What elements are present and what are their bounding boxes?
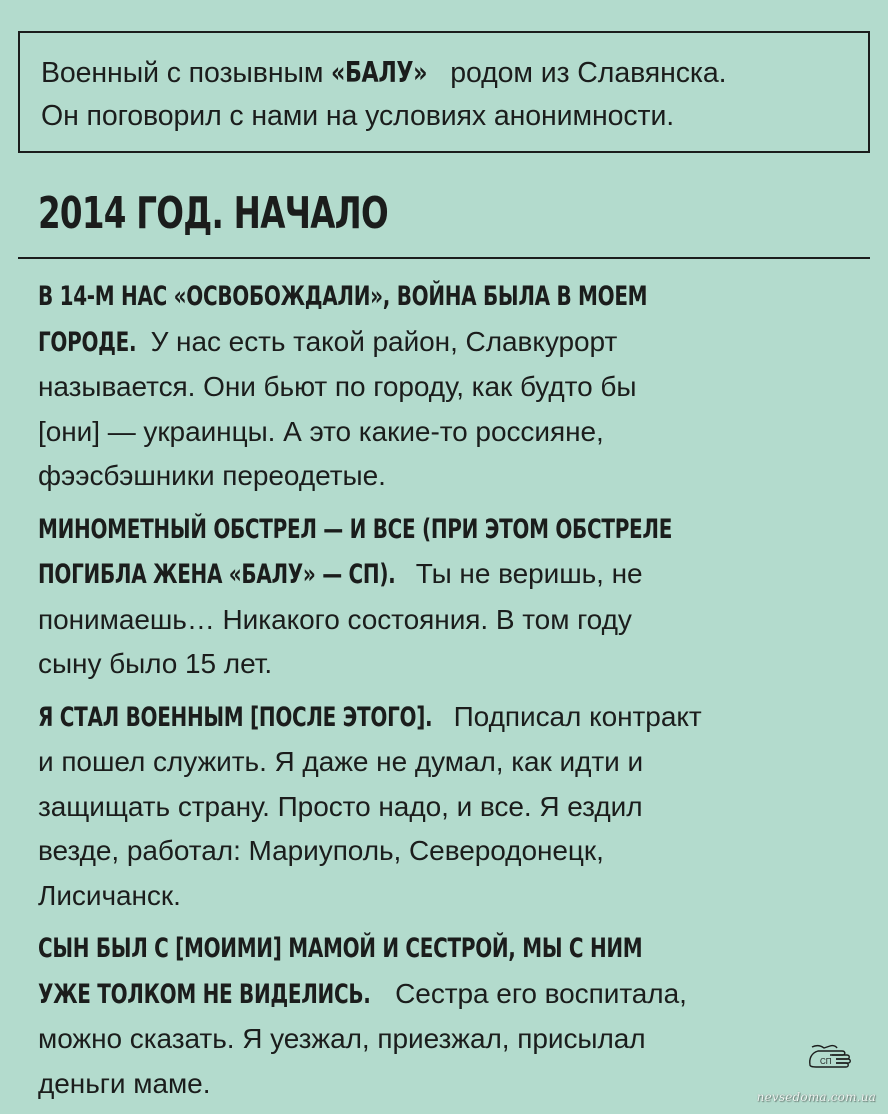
para-1-line3: называется. Они бьют по городу, как будто бы (38, 371, 637, 402)
intro-box (18, 31, 870, 153)
para-4-line4: деньги маме. (38, 1067, 211, 1099)
para-2-line4: сыну было 15 лет. (38, 648, 273, 679)
lead-1-line2-wrap (38, 320, 617, 366)
watermark: nevsedoma.com.ua (756, 1090, 876, 1104)
paragraph-2 (38, 507, 858, 687)
lead-2-line2: ПОГИБЛА ЖЕНА «БАЛУ» — СП). (38, 559, 396, 590)
paragraph-3 (38, 695, 858, 919)
para-3-line5: Лисичанск. (38, 879, 181, 911)
para-3-line3: защищать страну. Просто надо, и все. Я ездил (38, 790, 643, 822)
callsign-bold: «БАЛУ» (331, 56, 428, 89)
para-1-line5: фээсбэшники переодетые. (38, 460, 386, 491)
paragraph-4 (38, 926, 858, 1106)
lead-1-line1: В 14-М НАС «ОСВОБОЖДАЛИ», ВОЙНА БЫЛА В МОЕМ (38, 281, 648, 312)
article-body (38, 274, 858, 1114)
lead-4-line1: СЫН БЫЛ С [МОИМИ] МАМОЙ И СЕСТРОЙ, МЫ С НИМ (38, 933, 643, 964)
lead-1-line2: ГОРОДЕ. (38, 326, 137, 358)
lead-4-line2: УЖЕ ТОЛКОМ НЕ ВИДЕЛИСЬ. (38, 978, 371, 1010)
lead-2-line1: МИНОМЕТНЫЙ ОБСТРЕЛ — И ВСЕ (ПРИ ЭТОМ ОБСТРЕЛЕ (38, 513, 673, 545)
paragraph-1 (38, 274, 858, 499)
intro-text-line2: Он поговорил с нами на условиях анонимности. (41, 100, 675, 132)
para-3-text-first: Подписал контракт (445, 700, 702, 732)
para-2-line3: понимаешь… Никакого состояния. В том году (38, 603, 632, 635)
intro-text-suffix: родом из Славянска. (442, 57, 727, 89)
para-4-text-first: Сестра его воспитала, (387, 977, 687, 1009)
para-2-text-first: Ты не веришь, не (408, 558, 643, 589)
lead-3-line1: Я СТАЛ ВОЕННЫМ [ПОСЛЕ ЭТОГО]. (38, 701, 433, 733)
lead-3-line1-wrap (38, 695, 702, 741)
divider (18, 257, 870, 259)
lead-2-line2-wrap (38, 552, 643, 598)
hand-sp-logo-icon (806, 1043, 852, 1071)
signoff-icon-label: СП (820, 1057, 832, 1066)
lead-4-line2-wrap (38, 972, 687, 1018)
para-1-line4: [они] — украинцы. А это какие-то россияне, (38, 415, 604, 447)
section-heading: 2014 ГОД. НАЧАЛО (38, 188, 388, 239)
intro-text-prefix: Военный с позывным (41, 57, 332, 89)
para-3-line4: везде, работал: Мариуполь, Северодонецк, (38, 835, 604, 866)
para-3-line2: и пошел служить. Я даже не думал, как идти и (38, 746, 644, 777)
para-1-text-first: У нас есть такой район, Славкурорт (142, 325, 618, 357)
para-4-line3: можно сказать. Я уезжал, приезжал, присылал (38, 1023, 646, 1054)
